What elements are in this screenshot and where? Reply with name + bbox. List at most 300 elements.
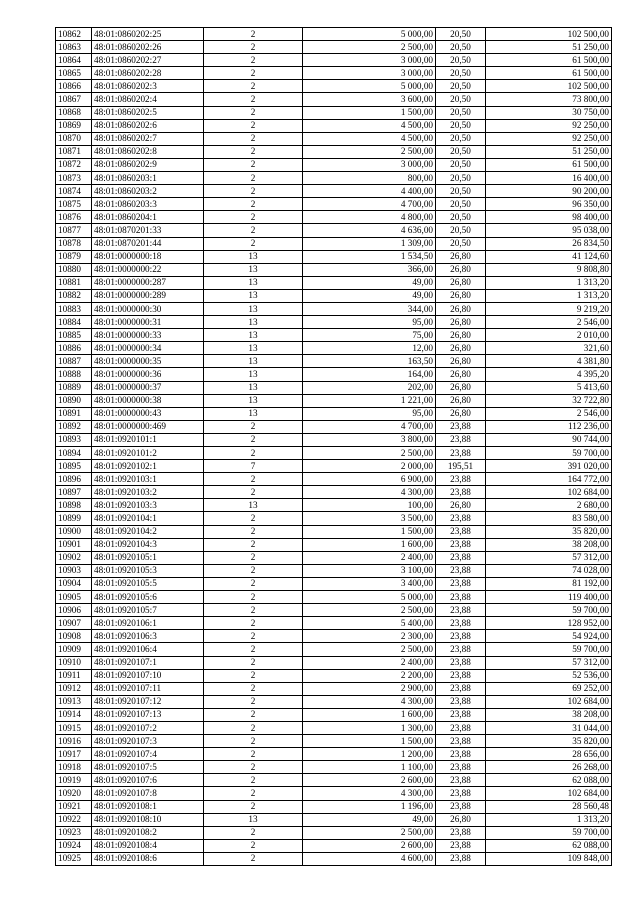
amount-cell: 102 684,00 [486, 787, 612, 800]
category-cell: 2 [204, 787, 303, 800]
row-number-cell: 10887 [56, 355, 92, 368]
category-cell: 13 [204, 355, 303, 368]
amount-cell: 391 020,00 [486, 460, 612, 473]
amount-cell: 81 192,00 [486, 577, 612, 590]
area-cell: 1 300,00 [303, 721, 436, 734]
area-cell: 344,00 [303, 302, 436, 315]
amount-cell: 102 684,00 [486, 695, 612, 708]
amount-cell: 96 350,00 [486, 198, 612, 211]
cadastral-number-cell: 48:01:0920105:1 [92, 551, 204, 564]
category-cell: 2 [204, 473, 303, 486]
cadastral-number-cell: 48:01:0920105:6 [92, 591, 204, 604]
cadastral-number-cell: 48:01:0920107:6 [92, 774, 204, 787]
amount-cell: 9 219,20 [486, 302, 612, 315]
cadastral-number-cell: 48:01:0920107:10 [92, 669, 204, 682]
cadastral-number-cell: 48:01:0000000:37 [92, 381, 204, 394]
table-row [56, 250, 612, 263]
category-cell: 2 [204, 852, 303, 865]
cadastral-number-cell: 48:01:0860202:6 [92, 119, 204, 132]
amount-cell: 102 500,00 [486, 80, 612, 93]
amount-cell: 41 124,60 [486, 250, 612, 263]
amount-cell: 83 580,00 [486, 512, 612, 525]
cadastral-number-cell: 48:01:0920107:1 [92, 656, 204, 669]
table-row [56, 394, 612, 407]
amount-cell: 4 395,20 [486, 368, 612, 381]
table-row [56, 447, 612, 460]
rate-cell: 23,88 [436, 800, 486, 813]
cadastral-number-cell: 48:01:0920108:10 [92, 813, 204, 826]
category-cell: 2 [204, 748, 303, 761]
row-number-cell: 10884 [56, 316, 92, 329]
rate-cell: 20,50 [436, 224, 486, 237]
cadastral-number-cell: 48:01:0860203:3 [92, 198, 204, 211]
table-row [56, 695, 612, 708]
table-row [56, 721, 612, 734]
rate-cell: 26,80 [436, 381, 486, 394]
amount-cell: 92 250,00 [486, 119, 612, 132]
rate-cell: 23,88 [436, 695, 486, 708]
amount-cell: 92 250,00 [486, 132, 612, 145]
rate-cell: 20,50 [436, 132, 486, 145]
row-number-cell: 10869 [56, 119, 92, 132]
category-cell: 2 [204, 224, 303, 237]
amount-cell: 2 680,00 [486, 499, 612, 512]
category-cell: 2 [204, 617, 303, 630]
row-number-cell: 10881 [56, 276, 92, 289]
category-cell: 13 [204, 813, 303, 826]
category-cell: 2 [204, 28, 303, 41]
rate-cell: 23,88 [436, 643, 486, 656]
rate-cell: 20,50 [436, 67, 486, 80]
amount-cell: 26 834,50 [486, 237, 612, 250]
category-cell: 13 [204, 250, 303, 263]
row-number-cell: 10885 [56, 329, 92, 342]
row-number-cell: 10893 [56, 433, 92, 446]
category-cell: 13 [204, 394, 303, 407]
rate-cell: 23,88 [436, 538, 486, 551]
cadastral-number-cell: 48:01:0860203:1 [92, 172, 204, 185]
rate-cell: 20,50 [436, 93, 486, 106]
rate-cell: 26,80 [436, 316, 486, 329]
category-cell: 2 [204, 564, 303, 577]
area-cell: 1 534,50 [303, 250, 436, 263]
table-row [56, 656, 612, 669]
amount-cell: 62 088,00 [486, 774, 612, 787]
cadastral-number-cell: 48:01:0920106:1 [92, 617, 204, 630]
table-row [56, 591, 612, 604]
row-number-cell: 10874 [56, 185, 92, 198]
row-number-cell: 10904 [56, 577, 92, 590]
rate-cell: 20,50 [436, 145, 486, 158]
area-cell: 1 500,00 [303, 525, 436, 538]
cadastral-number-cell: 48:01:0920104:3 [92, 538, 204, 551]
row-number-cell: 10902 [56, 551, 92, 564]
area-cell: 3 000,00 [303, 54, 436, 67]
amount-cell: 35 820,00 [486, 525, 612, 538]
cadastral-number-cell: 48:01:0920107:11 [92, 682, 204, 695]
cadastral-number-cell: 48:01:0000000:289 [92, 289, 204, 302]
table-row [56, 106, 612, 119]
rate-cell: 23,88 [436, 774, 486, 787]
table-row [56, 355, 612, 368]
cadastral-number-cell: 48:01:0920107:5 [92, 761, 204, 774]
area-cell: 6 900,00 [303, 473, 436, 486]
row-number-cell: 10891 [56, 407, 92, 420]
category-cell: 13 [204, 316, 303, 329]
amount-cell: 59 700,00 [486, 826, 612, 839]
table-row [56, 787, 612, 800]
row-number-cell: 10923 [56, 826, 92, 839]
amount-cell: 119 400,00 [486, 591, 612, 604]
cadastral-number-cell: 48:01:0920101:2 [92, 447, 204, 460]
rate-cell: 23,88 [436, 486, 486, 499]
cadastral-number-cell: 48:01:0920105:3 [92, 564, 204, 577]
amount-cell: 28 560,48 [486, 800, 612, 813]
row-number-cell: 10914 [56, 708, 92, 721]
row-number-cell: 10916 [56, 735, 92, 748]
area-cell: 3 400,00 [303, 577, 436, 590]
table-row [56, 826, 612, 839]
row-number-cell: 10877 [56, 224, 92, 237]
row-number-cell: 10915 [56, 721, 92, 734]
amount-cell: 2 546,00 [486, 316, 612, 329]
amount-cell: 30 750,00 [486, 106, 612, 119]
area-cell: 2 600,00 [303, 774, 436, 787]
amount-cell: 102 684,00 [486, 486, 612, 499]
rate-cell: 23,88 [436, 682, 486, 695]
rate-cell: 23,88 [436, 473, 486, 486]
amount-cell: 102 500,00 [486, 28, 612, 41]
amount-cell: 31 044,00 [486, 721, 612, 734]
area-cell: 4 636,00 [303, 224, 436, 237]
amount-cell: 38 208,00 [486, 708, 612, 721]
rate-cell: 26,80 [436, 329, 486, 342]
area-cell: 49,00 [303, 813, 436, 826]
rate-cell: 20,50 [436, 41, 486, 54]
rate-cell: 23,88 [436, 433, 486, 446]
table-row [56, 93, 612, 106]
amount-cell: 98 400,00 [486, 211, 612, 224]
table-row [56, 525, 612, 538]
cadastral-number-cell: 48:01:0000000:35 [92, 355, 204, 368]
rate-cell: 26,80 [436, 394, 486, 407]
row-number-cell: 10908 [56, 630, 92, 643]
cadastral-number-cell: 48:01:0000000:38 [92, 394, 204, 407]
rate-cell: 23,88 [436, 604, 486, 617]
area-cell: 1 309,00 [303, 237, 436, 250]
area-cell: 1 196,00 [303, 800, 436, 813]
cadastral-number-cell: 48:01:0860204:1 [92, 211, 204, 224]
cadastral-number-cell: 48:01:0920103:3 [92, 499, 204, 512]
category-cell: 2 [204, 721, 303, 734]
area-cell: 75,00 [303, 329, 436, 342]
row-number-cell: 10875 [56, 198, 92, 211]
category-cell: 13 [204, 381, 303, 394]
table-row [56, 80, 612, 93]
rate-cell: 20,50 [436, 198, 486, 211]
rate-cell: 23,88 [436, 721, 486, 734]
rate-cell: 23,88 [436, 735, 486, 748]
area-cell: 4 500,00 [303, 132, 436, 145]
area-cell: 1 200,00 [303, 748, 436, 761]
row-number-cell: 10889 [56, 381, 92, 394]
table-row [56, 499, 612, 512]
table-row [56, 460, 612, 473]
amount-cell: 2 546,00 [486, 407, 612, 420]
category-cell: 2 [204, 551, 303, 564]
row-number-cell: 10894 [56, 447, 92, 460]
area-cell: 164,00 [303, 368, 436, 381]
table-row [56, 486, 612, 499]
area-cell: 3 600,00 [303, 93, 436, 106]
category-cell: 2 [204, 93, 303, 106]
table-row [56, 145, 612, 158]
category-cell: 2 [204, 682, 303, 695]
table-row [56, 708, 612, 721]
rate-cell: 26,80 [436, 263, 486, 276]
amount-cell: 95 038,00 [486, 224, 612, 237]
row-number-cell: 10888 [56, 368, 92, 381]
category-cell: 2 [204, 761, 303, 774]
category-cell: 13 [204, 289, 303, 302]
amount-cell: 35 820,00 [486, 735, 612, 748]
category-cell: 2 [204, 735, 303, 748]
table-row [56, 748, 612, 761]
amount-cell: 59 700,00 [486, 447, 612, 460]
rate-cell: 23,88 [436, 551, 486, 564]
row-number-cell: 10925 [56, 852, 92, 865]
table-row [56, 316, 612, 329]
amount-cell: 38 208,00 [486, 538, 612, 551]
table-row [56, 198, 612, 211]
area-cell: 800,00 [303, 172, 436, 185]
rate-cell: 23,88 [436, 787, 486, 800]
area-cell: 1 100,00 [303, 761, 436, 774]
area-cell: 1 500,00 [303, 106, 436, 119]
row-number-cell: 10871 [56, 145, 92, 158]
category-cell: 2 [204, 774, 303, 787]
row-number-cell: 10917 [56, 748, 92, 761]
rate-cell: 23,88 [436, 577, 486, 590]
row-number-cell: 10901 [56, 538, 92, 551]
table-row [56, 813, 612, 826]
rate-cell: 20,50 [436, 185, 486, 198]
row-number-cell: 10924 [56, 839, 92, 852]
row-number-cell: 10900 [56, 525, 92, 538]
row-number-cell: 10906 [56, 604, 92, 617]
row-number-cell: 10910 [56, 656, 92, 669]
category-cell: 13 [204, 276, 303, 289]
table-row [56, 237, 612, 250]
amount-cell: 61 500,00 [486, 67, 612, 80]
category-cell: 13 [204, 407, 303, 420]
row-number-cell: 10919 [56, 774, 92, 787]
cadastral-number-cell: 48:01:0920108:1 [92, 800, 204, 813]
amount-cell: 74 028,00 [486, 564, 612, 577]
area-cell: 1 600,00 [303, 538, 436, 551]
cadastral-number-cell: 48:01:0860202:8 [92, 145, 204, 158]
cadastral-number-cell: 48:01:0920107:12 [92, 695, 204, 708]
rate-cell: 23,88 [436, 420, 486, 433]
row-number-cell: 10922 [56, 813, 92, 826]
cadastral-number-cell: 48:01:0000000:18 [92, 250, 204, 263]
area-cell: 2 500,00 [303, 604, 436, 617]
rate-cell: 20,50 [436, 119, 486, 132]
cadastral-number-cell: 48:01:0920103:1 [92, 473, 204, 486]
rate-cell: 26,80 [436, 407, 486, 420]
area-cell: 4 300,00 [303, 787, 436, 800]
category-cell: 2 [204, 591, 303, 604]
cadastral-number-cell: 48:01:0860202:9 [92, 158, 204, 171]
cadastral-number-cell: 48:01:0000000:43 [92, 407, 204, 420]
area-cell: 4 800,00 [303, 211, 436, 224]
amount-cell: 109 848,00 [486, 852, 612, 865]
rate-cell: 20,50 [436, 106, 486, 119]
area-cell: 4 700,00 [303, 420, 436, 433]
area-cell: 5 400,00 [303, 617, 436, 630]
table-row [56, 630, 612, 643]
area-cell: 1 600,00 [303, 708, 436, 721]
amount-cell: 59 700,00 [486, 604, 612, 617]
area-cell: 3 500,00 [303, 512, 436, 525]
amount-cell: 112 236,00 [486, 420, 612, 433]
area-cell: 202,00 [303, 381, 436, 394]
row-number-cell: 10911 [56, 669, 92, 682]
rate-cell: 26,80 [436, 368, 486, 381]
category-cell: 2 [204, 604, 303, 617]
row-number-cell: 10907 [56, 617, 92, 630]
cadastral-number-cell: 48:01:0920108:6 [92, 852, 204, 865]
category-cell: 2 [204, 708, 303, 721]
row-number-cell: 10872 [56, 158, 92, 171]
category-cell: 2 [204, 826, 303, 839]
cadastral-number-cell: 48:01:0920108:4 [92, 839, 204, 852]
amount-cell: 26 268,00 [486, 761, 612, 774]
table-row [56, 67, 612, 80]
category-cell: 2 [204, 433, 303, 446]
category-cell: 2 [204, 512, 303, 525]
row-number-cell: 10876 [56, 211, 92, 224]
table-row [56, 538, 612, 551]
table-row [56, 276, 612, 289]
row-number-cell: 10912 [56, 682, 92, 695]
table-row [56, 302, 612, 315]
category-cell: 2 [204, 119, 303, 132]
rate-cell: 26,80 [436, 342, 486, 355]
rate-cell: 26,80 [436, 813, 486, 826]
rate-cell: 26,80 [436, 250, 486, 263]
row-number-cell: 10879 [56, 250, 92, 263]
amount-cell: 128 952,00 [486, 617, 612, 630]
rate-cell: 26,80 [436, 302, 486, 315]
table-row [56, 54, 612, 67]
table-row [56, 41, 612, 54]
cadastral-number-cell: 48:01:0920107:3 [92, 735, 204, 748]
amount-cell: 16 400,00 [486, 172, 612, 185]
category-cell: 2 [204, 577, 303, 590]
table-row [56, 185, 612, 198]
rate-cell: 23,88 [436, 512, 486, 525]
rate-cell: 23,88 [436, 591, 486, 604]
category-cell: 2 [204, 145, 303, 158]
area-cell: 4 600,00 [303, 852, 436, 865]
table-row [56, 342, 612, 355]
area-cell: 2 500,00 [303, 643, 436, 656]
cadastral-number-cell: 48:01:0920105:7 [92, 604, 204, 617]
area-cell: 2 600,00 [303, 839, 436, 852]
rate-cell: 20,50 [436, 158, 486, 171]
category-cell: 2 [204, 54, 303, 67]
amount-cell: 5 413,60 [486, 381, 612, 394]
row-number-cell: 10896 [56, 473, 92, 486]
table-row [56, 119, 612, 132]
row-number-cell: 10918 [56, 761, 92, 774]
row-number-cell: 10878 [56, 237, 92, 250]
category-cell: 2 [204, 106, 303, 119]
cadastral-number-cell: 48:01:0000000:33 [92, 329, 204, 342]
category-cell: 7 [204, 460, 303, 473]
cadastral-number-cell: 48:01:0920104:2 [92, 525, 204, 538]
rate-cell: 23,88 [436, 826, 486, 839]
area-cell: 2 500,00 [303, 41, 436, 54]
cadastral-number-cell: 48:01:0920105:5 [92, 577, 204, 590]
rate-cell: 23,88 [436, 656, 486, 669]
table-row [56, 473, 612, 486]
table-row [56, 211, 612, 224]
category-cell: 2 [204, 669, 303, 682]
amount-cell: 1 313,20 [486, 276, 612, 289]
category-cell: 13 [204, 342, 303, 355]
table-row [56, 643, 612, 656]
rate-cell: 26,80 [436, 355, 486, 368]
row-number-cell: 10868 [56, 106, 92, 119]
table-row [56, 420, 612, 433]
rate-cell: 23,88 [436, 447, 486, 460]
table-row [56, 289, 612, 302]
row-number-cell: 10920 [56, 787, 92, 800]
cadastral-number-cell: 48:01:0920106:4 [92, 643, 204, 656]
document-page [55, 27, 611, 866]
row-number-cell: 10863 [56, 41, 92, 54]
area-cell: 4 300,00 [303, 695, 436, 708]
table-row [56, 852, 612, 865]
row-number-cell: 10870 [56, 132, 92, 145]
cadastral-number-cell: 48:01:0920107:2 [92, 721, 204, 734]
category-cell: 2 [204, 237, 303, 250]
row-number-cell: 10898 [56, 499, 92, 512]
table-row [56, 604, 612, 617]
cadastral-number-cell: 48:01:0920106:3 [92, 630, 204, 643]
cadastral-number-cell: 48:01:0920104:1 [92, 512, 204, 525]
row-number-cell: 10867 [56, 93, 92, 106]
table-row [56, 669, 612, 682]
area-cell: 2 900,00 [303, 682, 436, 695]
amount-cell: 73 800,00 [486, 93, 612, 106]
rate-cell: 23,88 [436, 839, 486, 852]
cadastral-number-cell: 48:01:0920107:8 [92, 787, 204, 800]
area-cell: 1 221,00 [303, 394, 436, 407]
area-cell: 4 500,00 [303, 119, 436, 132]
row-number-cell: 10899 [56, 512, 92, 525]
cadastral-number-cell: 48:01:0920102:1 [92, 460, 204, 473]
category-cell: 2 [204, 198, 303, 211]
category-cell: 2 [204, 132, 303, 145]
area-cell: 1 500,00 [303, 735, 436, 748]
area-cell: 2 400,00 [303, 656, 436, 669]
cadastral-number-cell: 48:01:0920103:2 [92, 486, 204, 499]
table-row [56, 433, 612, 446]
amount-cell: 321,60 [486, 342, 612, 355]
